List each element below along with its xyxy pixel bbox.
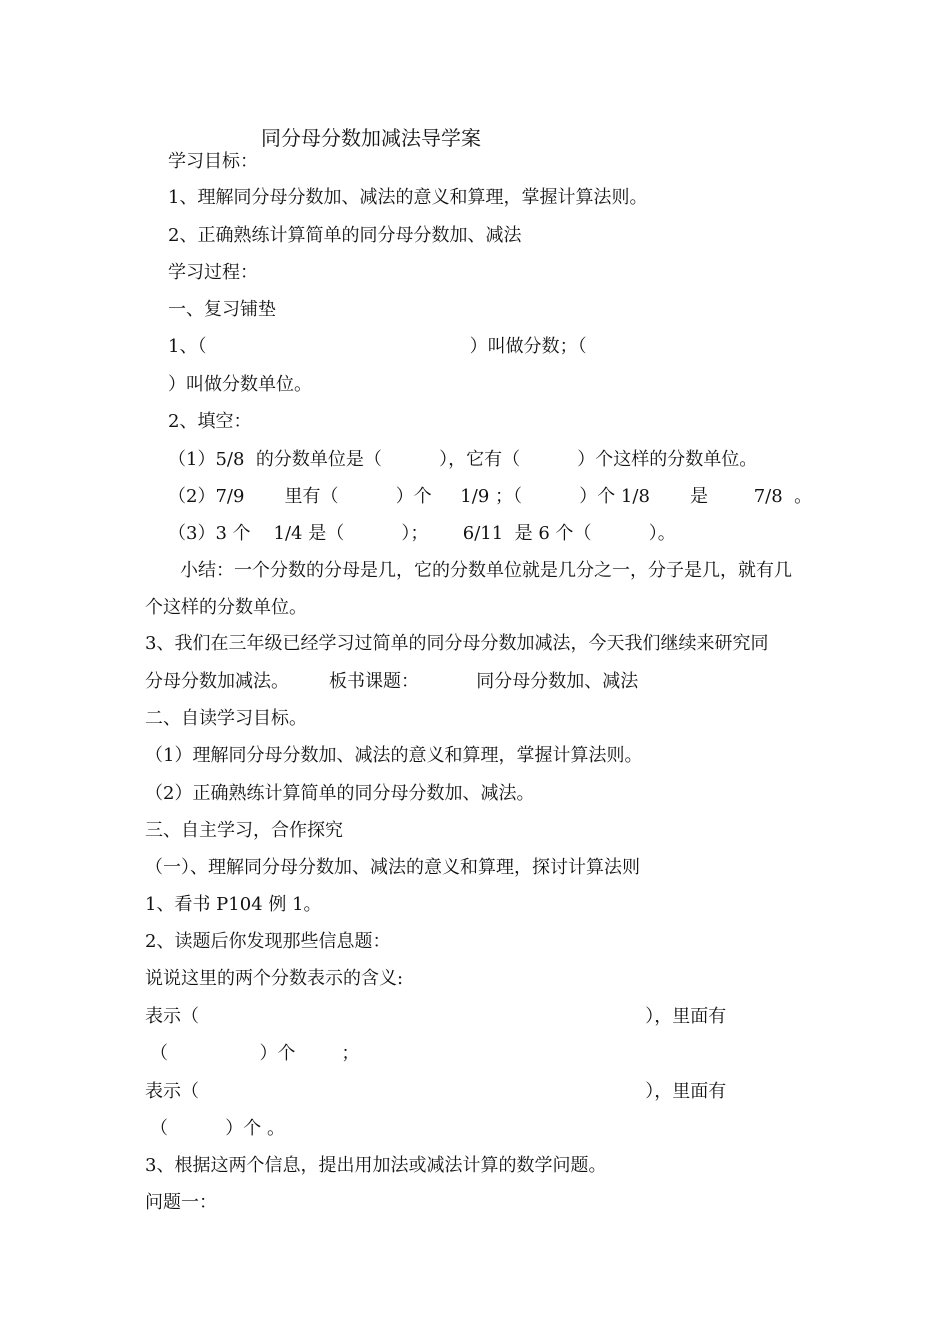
text-line: 小结：一个分数的分母是几，它的分数单位就是几分之一，分子是几，就有几 <box>180 560 792 581</box>
text-line: 表示（ ），里面有 <box>145 1081 727 1102</box>
text-line: 1、看书 P104 例 1。 <box>145 894 322 915</box>
text-line: （3）3 个 1/4 是（ ）； 6/11 是 6 个（ ）。 <box>168 523 676 544</box>
text-line: 个这样的分数单位。 <box>145 597 307 618</box>
text-line: 2、填空： <box>168 411 252 432</box>
page-title: 同分母分数加减法导学案 <box>261 126 481 150</box>
text-line: 一、复习铺垫 <box>168 299 276 320</box>
text-line: （ ）个 ； <box>150 1043 360 1064</box>
text-line: 分母分数加减法。 板书课题： 同分母分数加、减法 <box>145 671 639 692</box>
text-line: （1）5/8 的分数单位是（ ），它有（ ）个这样的分数单位。 <box>168 449 758 470</box>
text-line: （1）理解同分母分数加、减法的意义和算理，掌握计算法则。 <box>145 745 643 766</box>
text-line: 表示（ ），里面有 <box>145 1006 727 1027</box>
text-line: ）叫做分数单位。 <box>168 374 312 395</box>
text-line: 学习目标： <box>168 151 258 172</box>
text-line: （一）、理解同分母分数加、减法的意义和算理，探讨计算法则 <box>145 857 640 878</box>
text-line: 2、正确熟练计算简单的同分母分数加、减法 <box>168 225 522 246</box>
text-line: 1、（ ）叫做分数；（ <box>168 336 587 357</box>
text-line: 说说这里的两个分数表示的含义: <box>145 968 404 989</box>
text-line: （ ）个 。 <box>150 1118 285 1139</box>
text-line: 3、根据这两个信息，提出用加法或减法计算的数学问题。 <box>145 1155 607 1176</box>
text-line: 问题一： <box>145 1192 217 1213</box>
text-line: 三、自主学习，合作探究 <box>145 820 343 841</box>
text-line: 2、读题后你发现那些信息题： <box>145 931 391 952</box>
text-line: 1、理解同分母分数加、减法的意义和算理，掌握计算法则。 <box>168 187 648 208</box>
text-line: 3、我们在三年级已经学习过简单的同分母分数加减法，今天我们继续来研究同 <box>145 633 769 654</box>
text-line: 二、自读学习目标。 <box>145 708 307 729</box>
text-line: 学习过程： <box>168 262 258 283</box>
text-line: （2）7/9 里有（ ）个 1/9 ；（ ）个 1/8 是 7/8 。 <box>168 486 813 507</box>
text-line: （2）正确熟练计算简单的同分母分数加、减法。 <box>145 783 535 804</box>
